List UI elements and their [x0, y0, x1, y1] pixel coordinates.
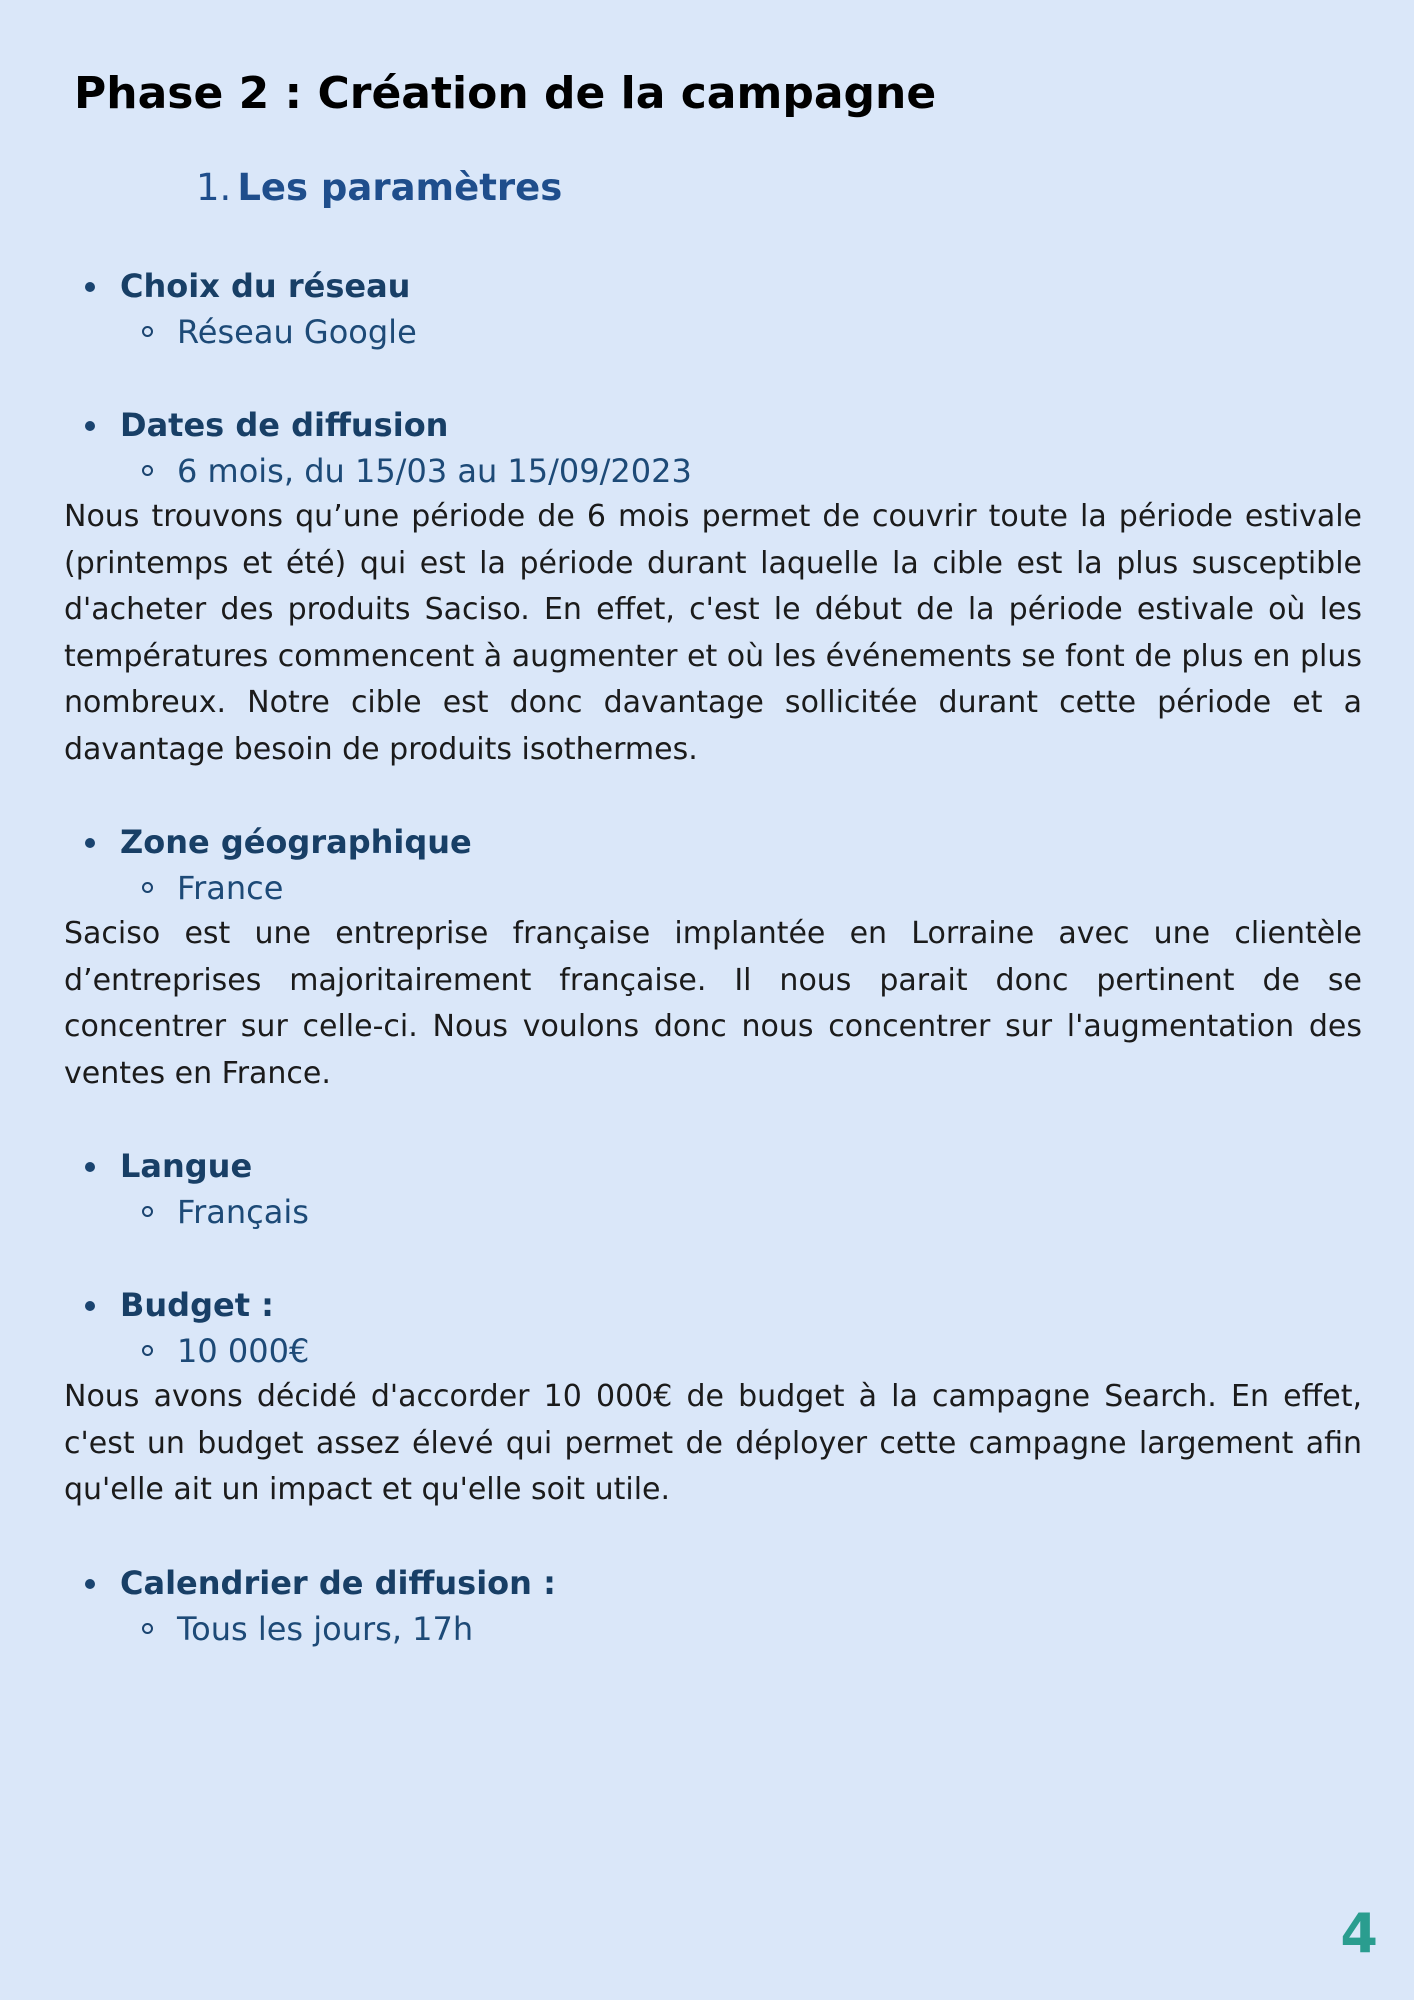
item-paragraph: Nous trouvons qu’une période de 6 mois permet de couvrir toute la période estivale (printemps et été) qui est la période durant laquelle la cible est la plus susceptible d'acheter des produits Saciso. En effet, c'est le début de la période estivale où les températures commencent à augmenter et où les événements se font de plus en plus nombreux. Notre cible est donc davantage sollicitée durant cette période et a davantage besoin de produits isothermes. — [64, 499, 1362, 767]
list-item-geo-zone — [0, 819, 1414, 1097]
item-value: Tous les jours, 17h — [177, 1610, 474, 1648]
list-item-schedule — [0, 1560, 1414, 1652]
hollow-bullet-icon — [142, 1345, 153, 1356]
item-paragraph: Nous avons décidé d'accorder 10 000€ de budget à la campagne Search. En effet, c'est un budget assez élevé qui permet de déployer cette campagne largement afin qu'elle ait un impact et qu'elle soit utile. — [64, 1379, 1362, 1507]
item-value: 10 000€ — [177, 1332, 310, 1370]
hollow-bullet-icon — [142, 1206, 153, 1217]
item-value: 6 mois, du 15/03 au 15/09/2023 — [177, 452, 692, 490]
list-item-network — [0, 263, 1414, 355]
bullet-dot-icon — [85, 1162, 95, 1172]
section-number: 1. — [196, 166, 232, 209]
bullet-dot-icon — [85, 421, 95, 431]
section-heading-text: Les paramètres — [237, 166, 563, 209]
bullet-dot-icon — [85, 1579, 95, 1589]
hollow-bullet-icon — [142, 465, 153, 476]
bullet-dot-icon — [85, 838, 95, 848]
item-label: Calendrier de diffusion : — [120, 1564, 556, 1602]
item-value: France — [177, 869, 284, 907]
list-item-budget — [0, 1282, 1414, 1514]
page-number: 4 — [1340, 1902, 1378, 1965]
bullet-dot-icon — [85, 1301, 95, 1311]
item-label: Zone géographique — [120, 823, 472, 861]
bullet-dot-icon — [85, 282, 95, 292]
item-label: Budget : — [120, 1286, 274, 1324]
hollow-bullet-icon — [142, 1623, 153, 1634]
item-value: Réseau Google — [177, 313, 417, 351]
item-value: Français — [177, 1193, 309, 1231]
list-item-language — [0, 1143, 1414, 1235]
page-title: Phase 2 : Création de la campagne — [74, 68, 937, 119]
hollow-bullet-icon — [142, 326, 153, 337]
section-heading — [196, 160, 562, 216]
item-label: Dates de diffusion — [120, 406, 449, 444]
item-label: Choix du réseau — [120, 267, 411, 305]
list-item-dates — [0, 402, 1414, 773]
item-label: Langue — [120, 1147, 253, 1185]
hollow-bullet-icon — [142, 882, 153, 893]
item-paragraph: Saciso est une entreprise française implantée en Lorraine avec une clientèle d’entreprises majoritairement française. Il nous parait donc pertinent de se concentrer sur celle-ci. Nous voulons donc nous concentrer sur l'augmentation des ventes en France. — [64, 916, 1362, 1091]
